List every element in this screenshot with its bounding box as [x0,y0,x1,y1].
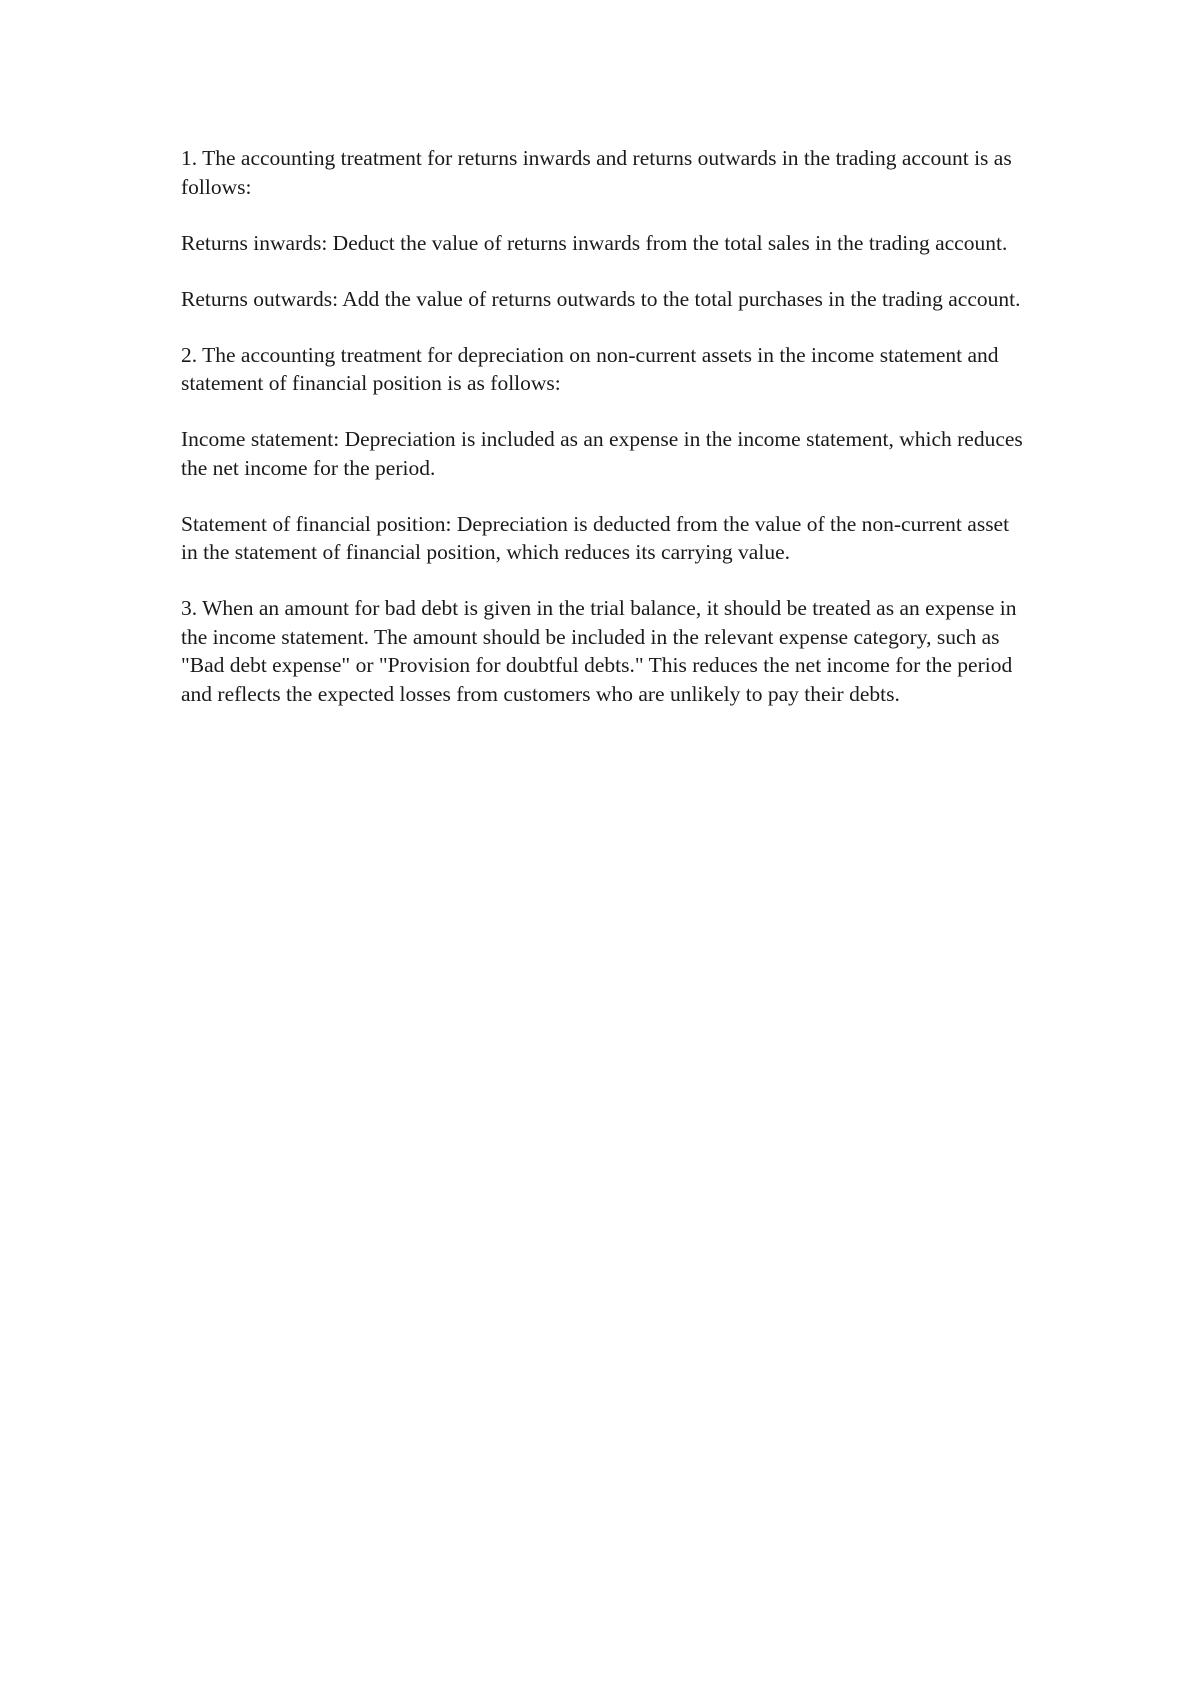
document-body [181,144,1031,708]
question-2-intro: 2. The accounting treatment for depreciation on non-current assets in the income statement and statement of financial position is as follows: [181,342,999,395]
income-statement-paragraph: Income statement: Depreciation is included as an expense in the income statement, which reduces the net income for the period. [181,427,1023,480]
question-1-intro: 1. The accounting treatment for returns inwards and returns outwards in the trading account is as follows: [181,146,1012,199]
question-3-paragraph: 3. When an amount for bad debt is given in the trial balance, it should be treated as an expense in the income statement. The amount should be included in the relevant expense category, such as "Bad debt expense" or "Provision for doubtful debts." This reduces the net income for the period and reflects the expected losses from customers who are unlikely to pay their debts. [181,596,1017,706]
returns-inwards-paragraph: Returns inwards: Deduct the value of returns inwards from the total sales in the trading account. [181,230,1008,255]
financial-position-paragraph: Statement of financial position: Depreciation is deducted from the value of the non-current asset in the statement of financial position, which reduces its carrying value. [181,511,1010,564]
returns-outwards-paragraph: Returns outwards: Add the value of returns outwards to the total purchases in the trading account. [181,286,1021,311]
